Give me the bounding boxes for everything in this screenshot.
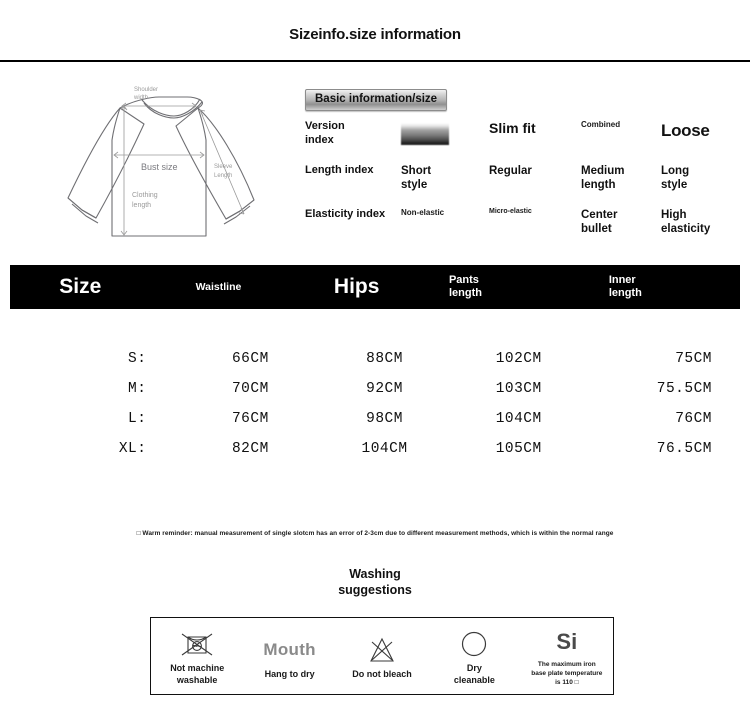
wash-label: Do not bleach xyxy=(352,668,412,679)
basic-row-length-index xyxy=(305,164,741,208)
dry-cleanable-icon xyxy=(459,628,489,660)
wash-item-iron-temperature xyxy=(521,617,613,695)
cell-size: M: xyxy=(128,381,147,397)
cell-pants-length: 102CM xyxy=(495,351,542,367)
label-sleeve-length-line2: Length xyxy=(214,173,233,179)
wash-item-not-machine-washable xyxy=(151,617,243,695)
basic-value-combined: Combined xyxy=(581,120,621,129)
basic-value-center-bullet: Center bullet xyxy=(581,209,618,236)
wash-label: The maximum iron base plate temperature is 110 □ xyxy=(531,661,603,686)
basic-value-non-elastic: Non-elastic xyxy=(401,208,445,217)
basic-value-short-style: Short style xyxy=(401,165,432,192)
title-divider xyxy=(0,60,750,62)
label-shoulder-width-line1: Shoulder xyxy=(134,87,159,93)
label-clothing-length-line2: length xyxy=(132,202,152,209)
iron-glyph: Si xyxy=(556,629,578,655)
cell-inner-length: 76.5CM xyxy=(656,441,712,457)
garment-measurement-diagram xyxy=(48,78,298,253)
cell-hips: 104CM xyxy=(361,441,408,457)
page-title: Sizeinfo.size information xyxy=(289,26,461,43)
size-table-header xyxy=(10,265,740,309)
cell-waistline: 70CM xyxy=(231,381,269,397)
table-row xyxy=(10,434,740,464)
cell-size: L: xyxy=(128,411,147,427)
basic-value-loose: Loose xyxy=(661,121,710,140)
wash-label: Not machine washable xyxy=(170,663,225,685)
basic-information-badge: Basic information/size xyxy=(305,89,447,111)
cell-inner-length: 76CM xyxy=(675,411,712,427)
table-row xyxy=(10,374,740,404)
basic-value-long-style: Long style xyxy=(661,165,690,192)
cell-size: S: xyxy=(128,351,147,367)
wash-item-do-not-bleach xyxy=(336,617,428,695)
basic-information-grid xyxy=(305,120,741,252)
cell-waistline: 66CM xyxy=(231,351,269,367)
hang-to-dry-icon xyxy=(263,634,315,666)
basic-value-micro-elastic: Micro-elastic xyxy=(489,208,532,215)
label-clothing-length-line1: Clothing xyxy=(132,192,158,199)
basic-value-regular: Regular xyxy=(489,165,532,177)
wash-item-hang-to-dry xyxy=(243,617,335,695)
cell-waistline: 76CM xyxy=(231,411,269,427)
cell-inner-length: 75CM xyxy=(675,351,712,367)
cell-size: XL: xyxy=(118,441,147,457)
wash-item-dry-cleanable xyxy=(428,617,520,695)
label-sleeve-length-line1: Sleeve xyxy=(214,164,233,170)
washing-suggestions-box xyxy=(150,617,614,695)
basic-value-tight-fit-redacted xyxy=(401,120,489,149)
cell-waistline: 82CM xyxy=(231,441,269,457)
label-bust-size: Bust size xyxy=(141,162,178,172)
basic-value-slim-fit: Slim fit xyxy=(489,120,536,136)
washing-suggestions-title: Washing suggestions xyxy=(338,567,412,597)
column-header-inner-length: Inner length xyxy=(608,274,642,299)
iron-temperature-icon xyxy=(556,626,577,658)
cell-hips: 98CM xyxy=(366,411,403,427)
hang-to-dry-glyph: Mouth xyxy=(263,639,316,659)
column-header-size: Size xyxy=(59,274,102,298)
cell-hips: 92CM xyxy=(366,381,403,397)
wash-label: Hang to dry xyxy=(264,668,315,679)
warm-reminder-note: □ Warm reminder: manual measurement of single slotcm has an error of 2-3cm due to different measurement methods, which is within the normal range xyxy=(136,530,614,537)
basic-row-label: Elasticity index xyxy=(305,208,386,220)
cell-pants-length: 103CM xyxy=(495,381,542,397)
table-row xyxy=(10,344,740,374)
cell-pants-length: 104CM xyxy=(495,411,542,427)
basic-row-label: Length index xyxy=(305,164,374,176)
basic-row-version-index xyxy=(305,120,741,164)
wash-label: Dry cleanable xyxy=(453,663,495,685)
column-header-pants-length: Pants length xyxy=(448,274,482,299)
column-header-waistline: Waistline xyxy=(195,280,242,293)
basic-value-medium-length: Medium length xyxy=(581,165,625,192)
basic-row-label: Version index xyxy=(305,120,345,146)
label-shoulder-width-line2: width xyxy=(134,95,149,101)
basic-row-elasticity-index xyxy=(305,208,741,252)
redacted-chip xyxy=(401,123,449,145)
table-row xyxy=(10,404,740,434)
no-machine-wash-icon xyxy=(179,628,215,660)
column-header-hips: Hips xyxy=(333,274,380,298)
cell-inner-length: 75.5CM xyxy=(656,381,712,397)
size-table-body xyxy=(10,344,740,464)
cell-pants-length: 105CM xyxy=(495,441,542,457)
do-not-bleach-icon xyxy=(367,634,397,666)
basic-value-high-elasticity: High elasticity xyxy=(661,209,711,236)
cell-hips: 88CM xyxy=(366,351,403,367)
